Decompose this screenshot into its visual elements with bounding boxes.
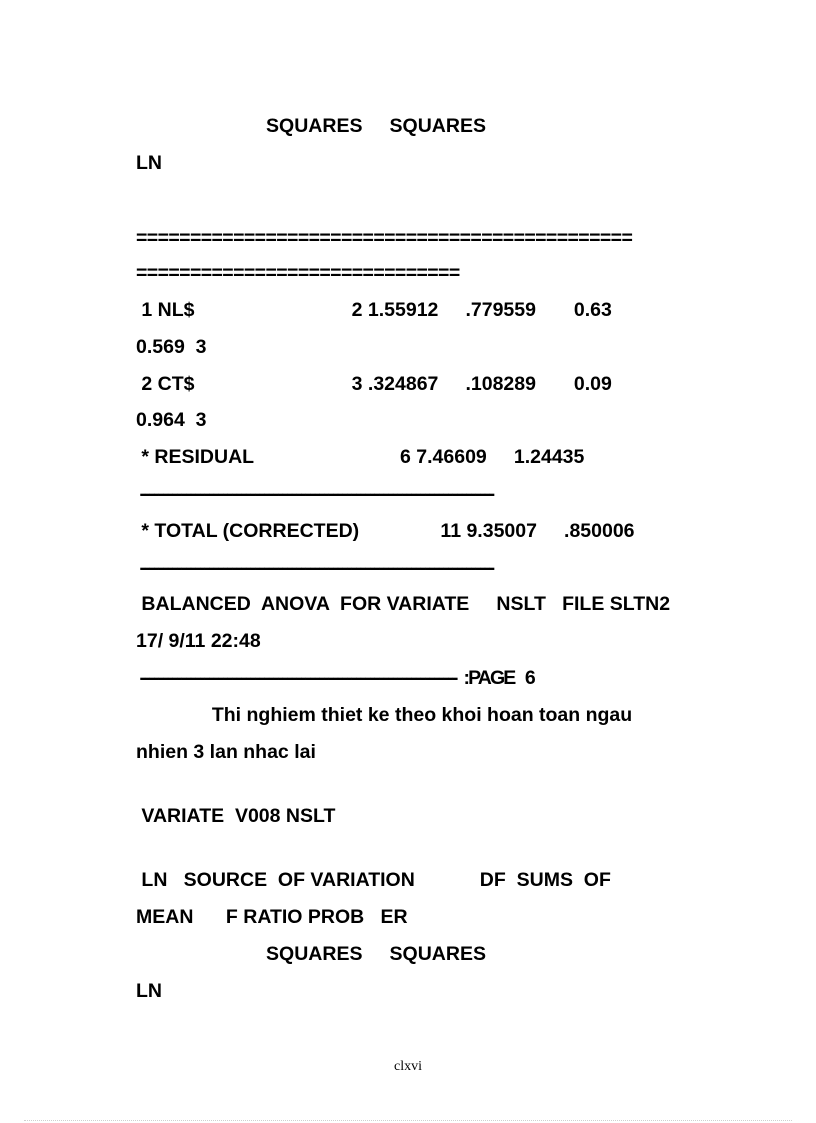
dash-separator: ----------------------------------------------------------------------------- [136, 483, 494, 505]
table-header-continuation: SQUARES SQUARES [136, 943, 486, 965]
text-line: SQUARES SQUARES [136, 115, 486, 137]
table-row: 1 NL$ 2 1.55912 .779559 0.63 [136, 299, 612, 321]
separator-line: ============================================== [136, 227, 633, 249]
page-bottom-border [24, 1120, 792, 1121]
text-line: LN [136, 152, 162, 174]
page-separator: --------------------------------------------------------------------- :PAGE 6 [136, 667, 534, 689]
dash-separator: ----------------------------------------------------------------------------- [136, 557, 494, 579]
table-row-continuation: 0.964 3 [136, 409, 207, 431]
section-header: BALANCED ANOVA FOR VARIATE NSLT FILE SLTN2 [136, 593, 671, 615]
page-number: clxvi [394, 1059, 422, 1074]
experiment-title-continuation: nhien 3 lan nhac lai [136, 741, 316, 763]
timestamp: 17/ 9/11 22:48 [136, 630, 261, 652]
table-header-continuation: LN [136, 980, 162, 1002]
table-row: 2 CT$ 3 .324867 .108289 0.09 [136, 373, 612, 395]
variate-label: VARIATE V008 NSLT [136, 805, 336, 827]
table-header-continuation: MEAN F RATIO PROB ER [136, 906, 408, 928]
separator-line: ============================== [136, 262, 460, 284]
table-row: * TOTAL (CORRECTED) 11 9.35007 .850006 [136, 520, 635, 542]
experiment-title: Thi nghiem thiet ke theo khoi hoan toan ngau [136, 704, 633, 726]
table-row: * RESIDUAL 6 7.46609 1.24435 [136, 446, 585, 468]
table-row-continuation: 0.569 3 [136, 336, 207, 358]
table-header: LN SOURCE OF VARIATION DF SUMS OF [136, 869, 611, 891]
